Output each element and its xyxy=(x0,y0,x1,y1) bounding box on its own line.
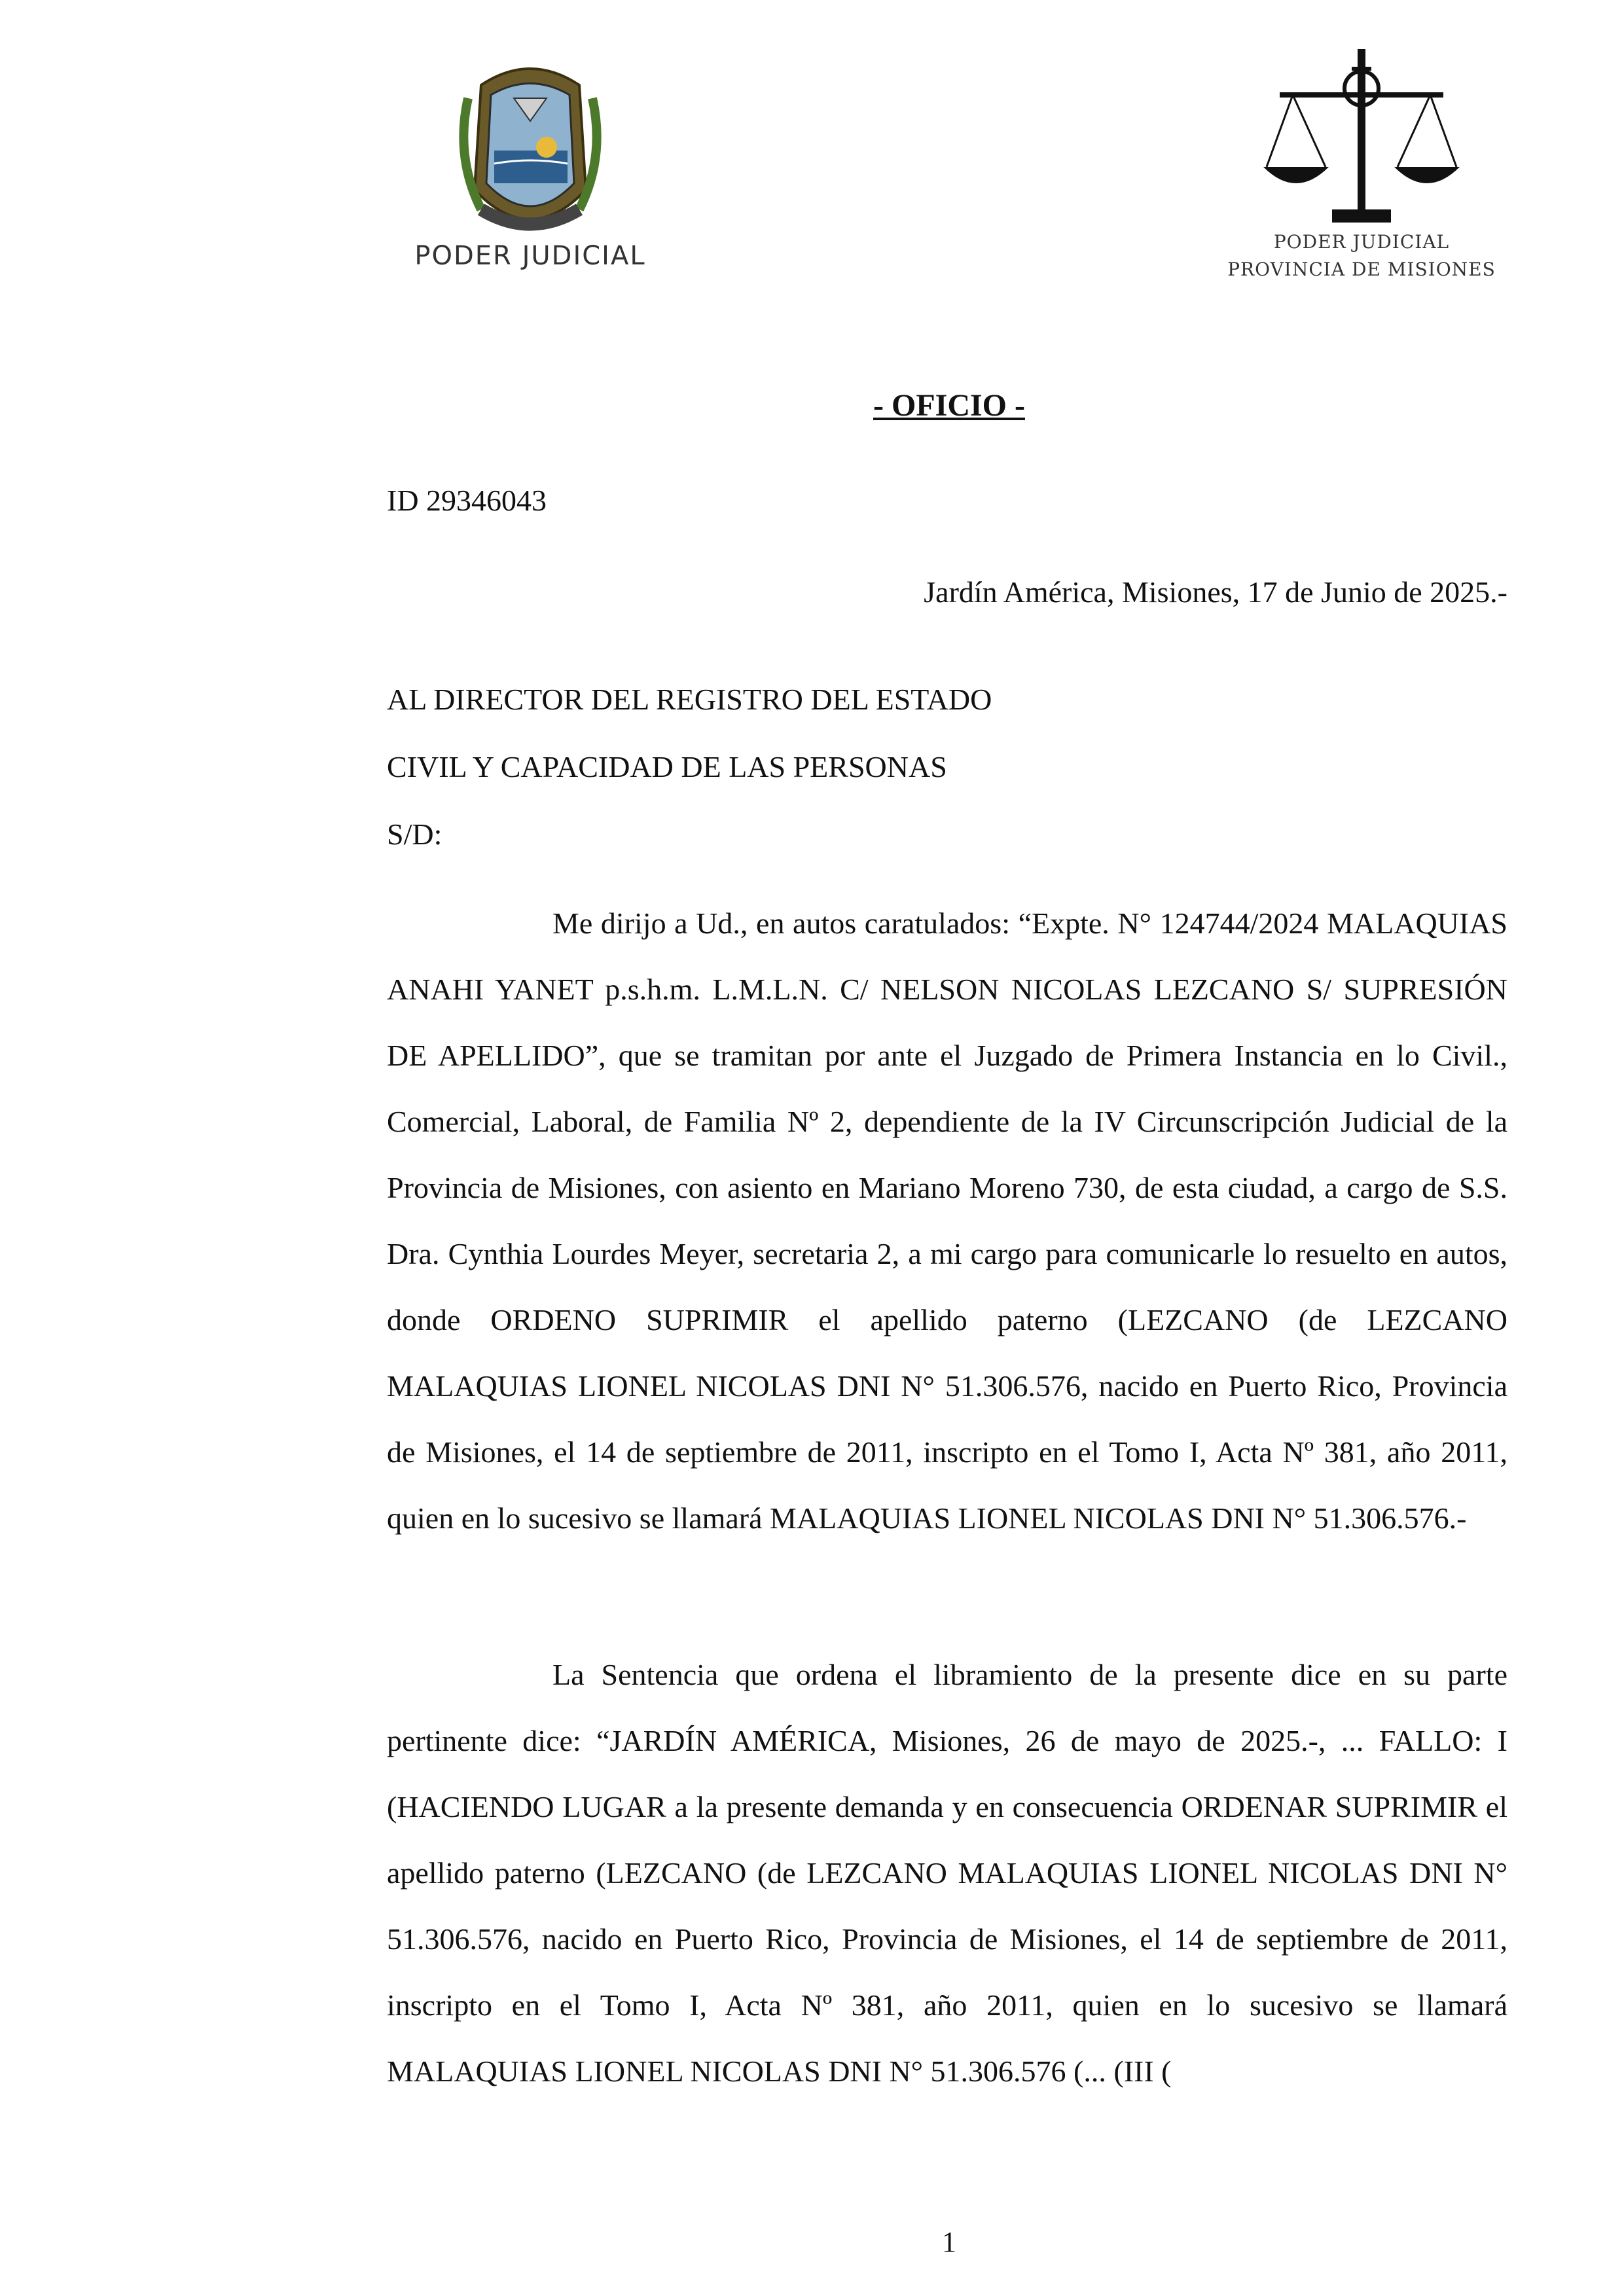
addressee-line-1: AL DIRECTOR DEL REGISTRO DEL ESTADO xyxy=(387,683,992,716)
document-title: - OFICIO - xyxy=(873,388,1025,423)
document-id: ID 29346043 xyxy=(387,484,547,517)
header-right-logo xyxy=(1224,43,1499,291)
left-logo-label: PODER JUDICIAL xyxy=(414,241,646,271)
document-date: Jardín América, Misiones, 17 de Junio de 2025.- xyxy=(924,575,1507,609)
right-logo-line1: PODER JUDICIAL xyxy=(1273,231,1450,253)
provincia-de-misiones-seal-icon xyxy=(455,59,605,242)
addressee-line-3: S/D: xyxy=(387,817,442,851)
paragraph-1-text: Me dirijo a Ud., en autos caratulados: “Expte. N° 124744/2024 MALAQUIAS ANAHI YANET p.s.h.m. L.M.L.N. C/ NELSON NICOLAS LEZCANO S/ SUPRESIÓN DE APELLIDO”, que se tramitan por ante el Juzgado de Primera Instancia en lo Civil., Comercial, Laboral, de Familia Nº 2, dependiente de la IV Circunscripción Judicial de la Provincia de Misiones, con asiento en Mariano Moreno 730, de esta ciudad, a cargo de S.S. Dra. Cynthia Lourdes Meyer, secretaria 2, a mi cargo para comunicarle lo resuelto en autos, donde ORDENO SUPRIMIR el apellido paterno (LEZCANO (de LEZCANO MALAQUIAS LIONEL NICOLAS DNI N° 51.306.576, nacido en Puerto Rico, Provincia de Misiones, el 14 de septiembre de 2011, inscripto en el Tomo I, Acta Nº 381, año 2011, quien en lo sucesivo se llamará MALAQUIAS LIONEL NICOLAS DNI N° 51.306.576.- xyxy=(387,906,1507,1535)
paragraph-2-text: La Sentencia que ordena el libramiento de la presente dice en su parte pertinente dice: “JARDÍN AMÉRICA, Misiones, 26 de mayo de 2025.-, ... FALLO: I (HACIENDO LUGAR a la presente demanda y en consecuencia ORDENAR SUPRIMIR el apellido paterno (LEZCANO (de LEZCANO MALAQUIAS LIONEL NICOLAS DNI N° 51.306.576, nacido en Puerto Rico, Provincia de Misiones, el 14 de septiembre de 2011, inscripto en el Tomo I, Acta Nº 381, año 2011, quien en lo sucesivo se llamará MALAQUIAS LIONEL NICOLAS DNI N° 51.306.576 (... (III ( xyxy=(387,1658,1507,2088)
body-paragraph-2 xyxy=(387,1641,1507,2104)
scales-of-justice-icon xyxy=(1254,43,1470,232)
page-number: 1 xyxy=(942,2226,956,2258)
header-left-logo xyxy=(393,52,668,288)
body-paragraph-1 xyxy=(387,890,1507,1551)
addressee-block xyxy=(387,666,992,868)
right-logo-line2: PROVINCIA DE MISIONES xyxy=(1227,259,1496,280)
addressee-line-2: CIVIL Y CAPACIDAD DE LAS PERSONAS xyxy=(387,750,947,783)
